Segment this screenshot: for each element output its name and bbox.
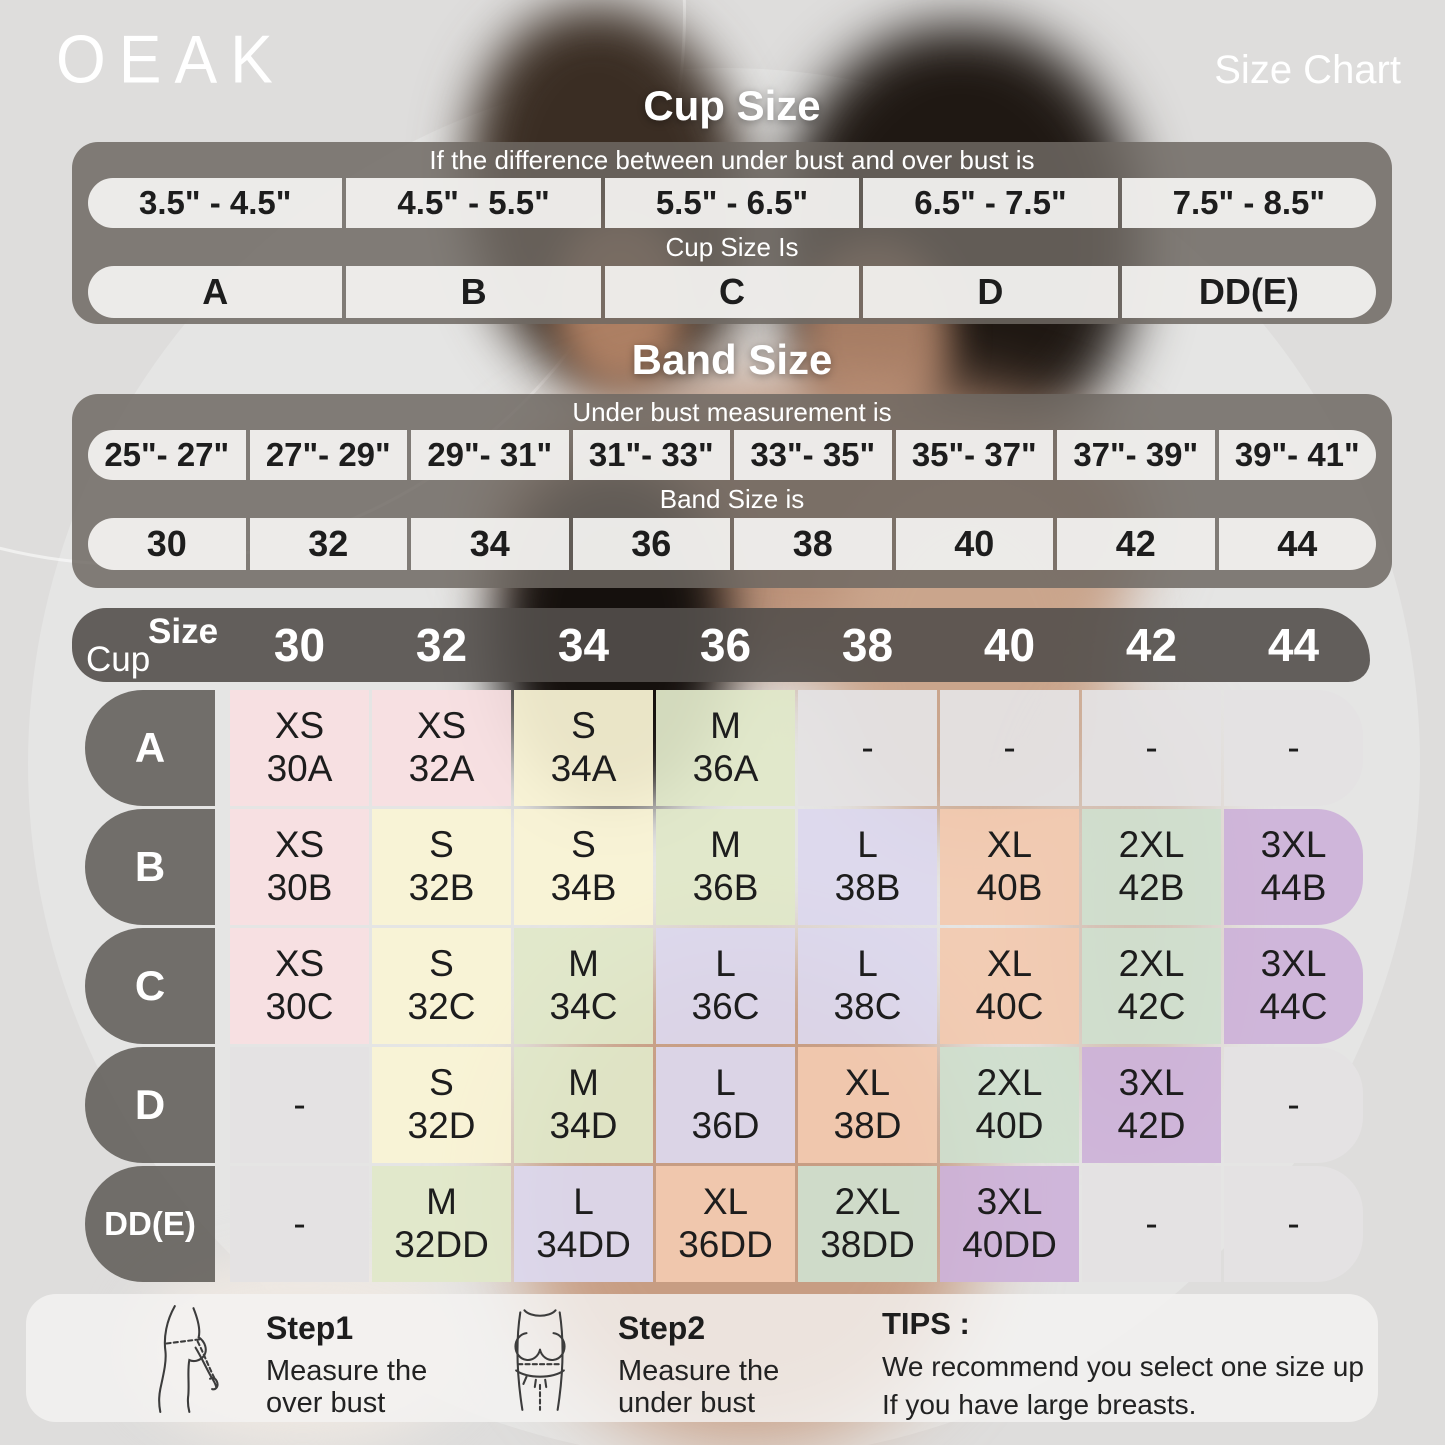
step2-line1: Measure the [618,1355,780,1387]
band-value-pill: 44 [1219,518,1377,570]
matrix-column: 38 [841,619,894,671]
band-value-pill: 32 [250,518,408,570]
size-cell: 3XL 42D [1082,1047,1221,1163]
cup-diff-range-row [88,178,1376,228]
cup-letter-pill: DD(E) [1122,266,1376,318]
matrix-row-c [72,928,1372,1044]
cup-size-header: If the difference between under bust and over bust is [429,144,1035,175]
cup-range-pill: 6.5" - 7.5" [863,178,1117,228]
size-cell: 2XL 42B [1082,809,1221,925]
matrix-corner-size: Size [148,612,219,651]
cup-size-title: Cup Size [643,82,821,129]
size-cell: M 34D [514,1047,653,1163]
size-cell: 2XL 42C [1082,928,1221,1044]
size-cell: - [230,1166,369,1282]
cup-range-pill: 7.5" - 8.5" [1122,178,1376,228]
tips-line2: If you have large breasts. [882,1388,1197,1420]
matrix-row-d [72,1047,1372,1163]
band-range-pill: 25"- 27" [88,430,246,480]
size-cell: 3XL 40DD [940,1166,1079,1282]
size-cell: M 34C [514,928,653,1044]
size-cell: XL 36DD [656,1166,795,1282]
band-size-panel [72,394,1392,588]
size-cell: - [230,1047,369,1163]
size-cell: - [1224,1047,1363,1163]
band-size-header: Under bust measurement is [572,396,892,427]
size-cell: - [1082,690,1221,806]
band-value-pill: 30 [88,518,246,570]
step2-line2: under bust [618,1387,756,1420]
band-range-pill: 39"- 41" [1219,430,1377,480]
size-cell: XL 38D [798,1047,937,1163]
matrix-column-labels [230,608,1366,682]
size-cell: S 32B [372,809,511,925]
band-range-row [88,430,1376,480]
band-range-pill: 27"- 29" [250,430,408,480]
step1-line1: Measure the [266,1355,428,1387]
size-cell: L 38B [798,809,937,925]
measure-over-bust-icon [132,1302,228,1419]
band-range-pill: 31"- 33" [573,430,731,480]
band-value-row [88,518,1376,570]
matrix-column: 30 [273,619,326,671]
size-cell: S 34B [514,809,653,925]
cup-size-panel [72,142,1392,324]
matrix-corner-cup: Cup [86,640,151,679]
size-cell: L 38C [798,928,937,1044]
cup-letter-row [88,266,1376,318]
size-cell: L 36C [656,928,795,1044]
tips-title: TIPS : [882,1306,970,1341]
matrix-row-a [72,690,1372,806]
size-cell: M 36B [656,809,795,925]
matrix-column: 36 [699,619,752,671]
size-cell: S 32C [372,928,511,1044]
matrix-row-dde [72,1166,1372,1282]
measure-under-bust-icon [492,1302,588,1419]
size-cell: L 36D [656,1047,795,1163]
size-cell: L 34DD [514,1166,653,1282]
size-matrix [72,690,1372,1285]
row-label: A [85,690,215,806]
size-cell: - [940,690,1079,806]
band-value-pill: 40 [896,518,1054,570]
cup-range-pill: 4.5" - 5.5" [346,178,600,228]
size-cell: 3XL 44C [1224,928,1363,1044]
band-size-subheader: Band Size is [659,483,805,514]
size-cell: M 32DD [372,1166,511,1282]
page-title: Size Chart [1214,48,1401,92]
matrix-column: 44 [1267,619,1320,671]
size-cell: - [1224,1166,1363,1282]
size-cell: XS 32A [372,690,511,806]
cup-range-pill: 5.5" - 6.5" [605,178,859,228]
size-cell: S 34A [514,690,653,806]
row-label: DD(E) [85,1166,215,1282]
band-range-pill: 29"- 31" [411,430,569,480]
cup-letter-pill: C [605,266,859,318]
row-label: D [85,1047,215,1163]
size-cell: 3XL 44B [1224,809,1363,925]
size-cell: XS 30B [230,809,369,925]
matrix-column: 42 [1125,619,1178,671]
size-cell: XL 40B [940,809,1079,925]
matrix-header [72,608,1370,682]
size-cell: - [1224,690,1363,806]
band-size-title: Band Size [631,336,833,383]
size-cell: XL 40C [940,928,1079,1044]
band-value-pill: 38 [734,518,892,570]
measuring-instructions-bar [26,1294,1378,1422]
band-value-pill: 34 [411,518,569,570]
band-range-pill: 33"- 35" [734,430,892,480]
size-cell: - [798,690,937,806]
size-cell: 2XL 38DD [798,1166,937,1282]
size-cell: 2XL 40D [940,1047,1079,1163]
size-cell: XS 30A [230,690,369,806]
row-label: B [85,809,215,925]
band-range-pill: 35"- 37" [896,430,1054,480]
size-cell: - [1082,1166,1221,1282]
cup-letter-pill: A [88,266,342,318]
matrix-column: 40 [983,619,1036,671]
band-range-pill: 37"- 39" [1057,430,1215,480]
size-cell: S 32D [372,1047,511,1163]
band-value-pill: 36 [573,518,731,570]
band-value-pill: 42 [1057,518,1215,570]
tips-block [882,1306,1364,1424]
matrix-column: 32 [415,619,468,671]
step1-title: Step1 [266,1310,354,1346]
cup-range-pill: 3.5" - 4.5" [88,178,342,228]
size-cell: M 36A [656,690,795,806]
size-cell: XS 30C [230,928,369,1044]
matrix-row-b [72,809,1372,925]
brand-logo: OEAK [56,20,286,98]
step2-title: Step2 [618,1310,706,1346]
tips-line1: We recommend you select one size up [882,1351,1364,1382]
row-label: C [85,928,215,1044]
cup-letter-pill: D [863,266,1117,318]
cup-letter-pill: B [346,266,600,318]
step1-block [266,1310,427,1420]
matrix-column: 34 [557,619,610,671]
step2-block [618,1310,779,1420]
cup-size-subheader: Cup Size Is [665,231,799,262]
step1-line2: over bust [266,1387,386,1420]
